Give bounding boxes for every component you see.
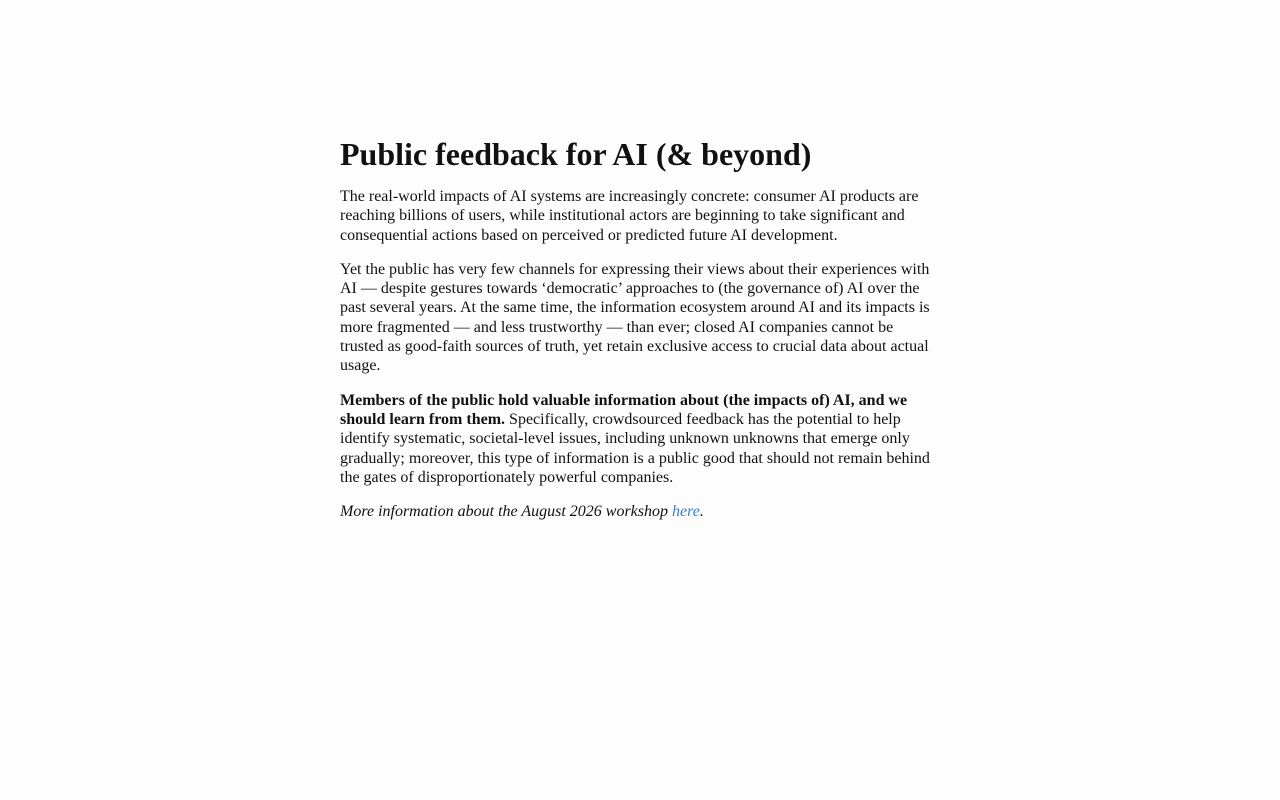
public-channels-paragraph: Yet the public has very few channels for expressing their views about their experiences with AI — despite gestures towards ‘democratic’ approaches to (the governance of) AI over the past several years. At the same time, the information ecosystem around AI and its impacts is more fragmented — and less trustworthy — than ever; closed AI companies cannot be trusted as good-faith sources of truth, yet retain exclusive access to crucial data about actual usage. [340, 260, 930, 375]
intro-paragraph: The real-world impacts of AI systems are increasingly concrete: consumer AI products are reaching billions of users, while institutional actors are beginning to take significant and consequential actions based on perceived or predicted future AI development. [340, 188, 919, 244]
workshop-info-paragraph [340, 502, 934, 521]
workshop-info-text: More information about the August 2026 workshop [340, 503, 672, 521]
crowdsourced-feedback-paragraph [340, 391, 934, 487]
workshop-link[interactable]: here [672, 503, 700, 521]
crowdsourced-feedback-text: Specifically, crowdsourced feedback has the potential to help identify systematic, societal-level issues, including unknown unknowns that emerge only gradually; moreover, this type of information is a public good that should not remain behind the gates of disproportionately powerful companies. [340, 410, 930, 486]
key-claim-bold: Members of the public hold valuable information about (the impacts of) AI, and we should learn from them. [340, 391, 908, 428]
page-title: Public feedback for AI (& beyond) [340, 136, 812, 172]
workshop-info-period: . [699, 503, 704, 521]
article [340, 132, 940, 536]
